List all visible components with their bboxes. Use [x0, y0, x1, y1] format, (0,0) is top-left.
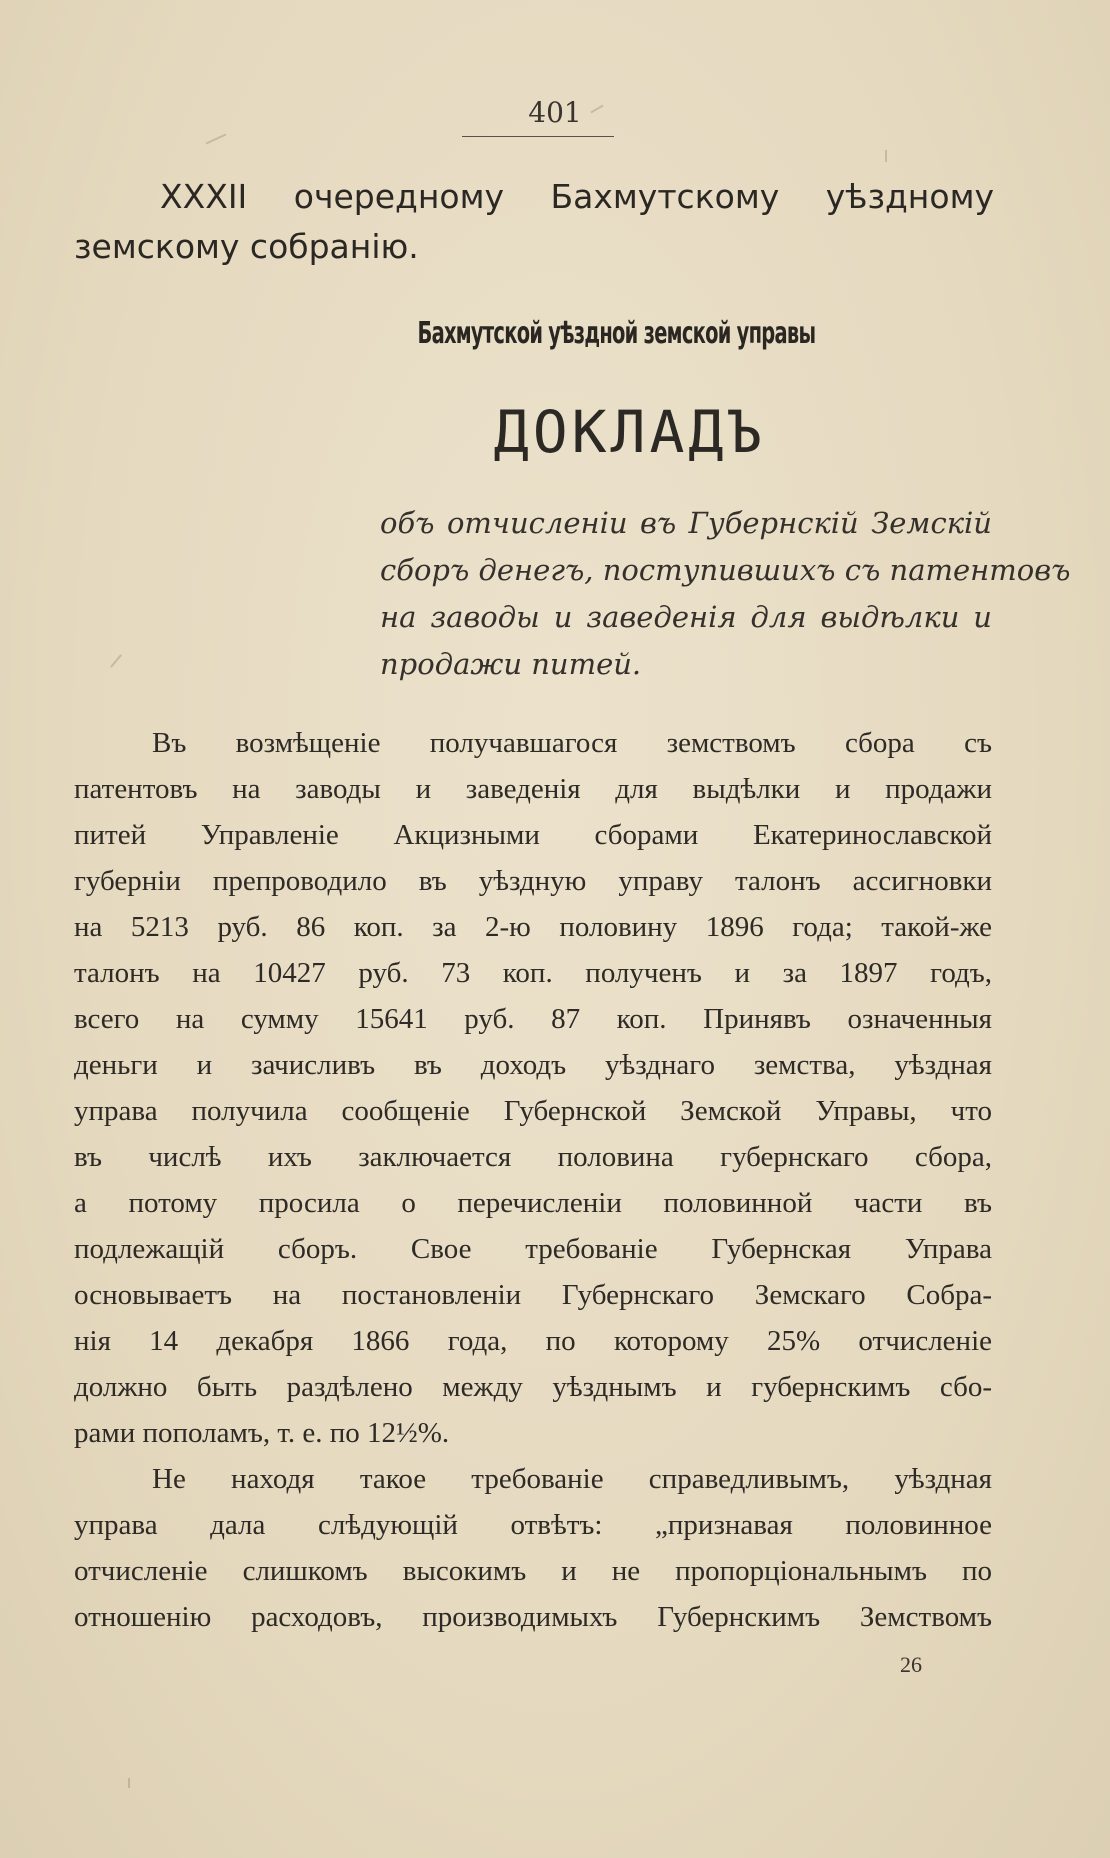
paper-speck — [110, 654, 122, 668]
body-line: основываетъ на постановленіи Губернскаго Земскаго Собра- — [74, 1279, 992, 1311]
page-number: 401 — [528, 96, 582, 129]
body-line: губерніи препроводило въ уѣздную управу талонъ ассигновки — [74, 865, 992, 897]
body-line: патентовъ на заводы и заведенія для выдѣлки и продажи — [74, 773, 992, 805]
body-line: на 5213 руб. 86 коп. за 2-ю половину 1896 года; такой-же — [74, 911, 992, 943]
page-number-rule — [462, 136, 614, 137]
subject-line: объ отчисленіи въ Губернскій Земскій — [380, 506, 992, 540]
paper-speck — [206, 133, 227, 144]
body-line: отчисленіе слишкомъ высокимъ и не пропорціональнымъ по — [74, 1555, 992, 1587]
body-line: подлежащій сборъ. Свое требованіе Губернская Управа — [74, 1233, 992, 1265]
signature-mark: 26 — [900, 1652, 922, 1677]
body-line: управа получила сообщеніе Губернской Земской Управы, что — [74, 1095, 992, 1127]
body-line: а потому просила о перечисленіи половинной части въ — [74, 1187, 992, 1219]
paper-speck — [885, 150, 887, 162]
body-line: Не находя такое требованіе справедливымъ, уѣздная — [152, 1463, 992, 1495]
body-line: питей Управленіе Акцизными сборами Екатеринославской — [74, 819, 992, 851]
authority-title: Бахмутской уѣздной земской управы — [417, 316, 816, 351]
body-line: управа дала слѣдующій отвѣтъ: „признавая половинное — [74, 1509, 992, 1541]
document-title: ДОКЛАДЪ — [493, 398, 767, 466]
paper-speck — [128, 1778, 130, 1788]
subject-block — [380, 500, 1071, 688]
body-line: всего на сумму 15641 руб. 87 коп. Принявъ означенныя — [74, 1003, 992, 1035]
body-line: рами пополамъ, т. е. по 12½%. — [74, 1417, 450, 1449]
subject-line: на заводы и заведенія для выдѣлки и — [380, 600, 992, 634]
body-line: нія 14 декабря 1866 года, по которому 25% отчисленіе — [74, 1325, 992, 1357]
body-line: должно быть раздѣлено между уѣзднымъ и губернскимъ сбо- — [74, 1371, 992, 1403]
addressee-heading: XXXII очередному Бахмутскому уѣздному земскому собранію. — [74, 177, 994, 266]
body-line: деньги и зачисливъ въ доходъ уѣзднаго земства, уѣздная — [74, 1049, 992, 1081]
body-line: отношенію расходовъ, производимыхъ Губернскимъ Земствомъ — [74, 1601, 992, 1633]
body-line: Въ возмѣщеніе получавшагося земствомъ сбора съ — [152, 727, 992, 759]
body-line: талонъ на 10427 руб. 73 коп. полученъ и за 1897 годъ, — [74, 957, 992, 989]
body-line: въ числѣ ихъ заключается половина губернскаго сбора, — [74, 1141, 992, 1173]
body-text — [74, 720, 992, 1640]
subject-line: сборъ денегъ, поступившихъ съ патентовъ — [380, 553, 1071, 587]
subject-line: продажи питей. — [380, 647, 642, 681]
